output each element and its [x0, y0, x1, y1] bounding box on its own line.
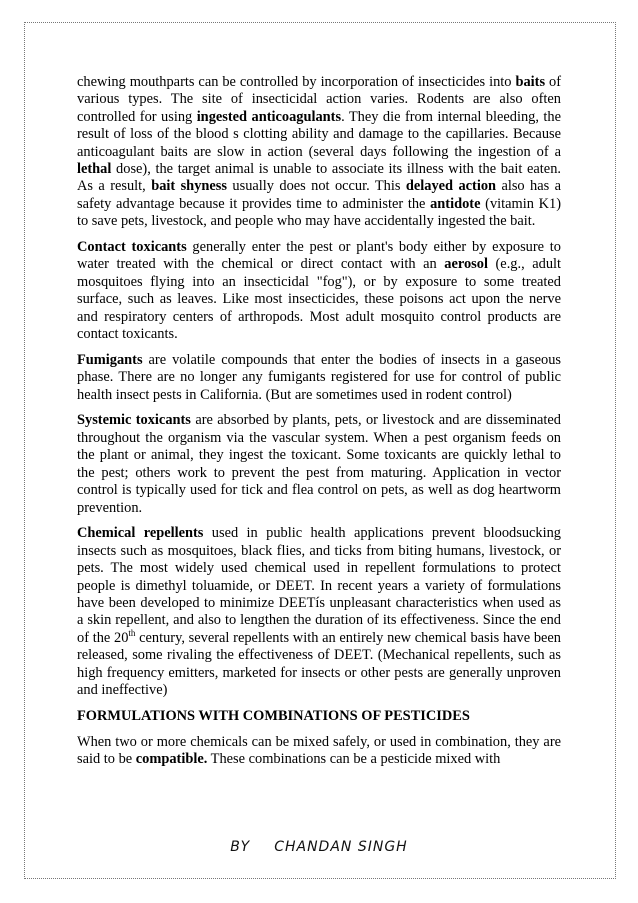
paragraph-baits — [77, 74, 561, 231]
text-run: These combinations can be a pesticide mixed with — [207, 751, 501, 768]
footer-author: CHANDAN SINGH — [274, 839, 408, 855]
text-run: of various types. The site of insecticidal action varies. Rodents are also often controlled for using — [77, 74, 561, 125]
bold-term: antidote — [430, 195, 481, 212]
bold-term: lethal — [77, 161, 112, 178]
text-run: used in public health applications prevent bloodsucking insects such as mosquitoes, black flies, and ticks from biting humans, livestock, or pets. The most widely used chemical used in repellent formulations to protect people is dimethyl toluamide, or DEET. In recent years a variety of formulations have been developed to minimize DEETís unpleasant characteristics when used as a skin repellent, and also to lengthen the duration of its effectiveness. Since the end of the 20 — [77, 525, 561, 646]
bold-term: delayed action — [405, 178, 497, 195]
text-run: When two or more chemicals can be mixed safely, or used in combination, they are said to be — [77, 733, 561, 768]
text-run: (vitamin K1) to save pets, livestock, and people who may have accidentally ingested the bait. — [77, 195, 561, 230]
text-run: are volatile compounds that enter the bodies of insects in a gaseous phase. There are no longer any fumigants registered for use for control of public health insect pests in California. (But are sometimes used in rodent control) — [77, 351, 561, 403]
paragraph-contact-toxicants — [77, 239, 561, 343]
text-run: (e.g., adult mosquitoes flying into an insecticidal "fog"), or by exposure to some treated surface, such as leaves. Like most insecticides, these poisons act upon the nerve and respiratory centers of arthropods. Most adult mosquito control products are contact toxicants. — [77, 256, 562, 343]
text-run: also has a safety advantage because it provides time to administer the — [77, 178, 562, 212]
text-run: usually does not occur. This — [226, 178, 406, 195]
text-run: chewing mouthparts can be controlled by incorporation of insecticides into — [77, 74, 516, 90]
paragraph-systemic-toxicants — [77, 412, 561, 516]
text-run: dose), the target animal is unable to associate its illness with the bait eaten. As a result, — [77, 161, 561, 195]
text-run: . They die from internal bleeding, the result of loss of the blood s clotting ability and damage to the capillaries. Because anticoagulant baits are slow in action (several days following the ingestion of a — [77, 108, 561, 160]
bold-term: Chemical repellents — [77, 525, 204, 542]
bold-term: baits — [515, 74, 546, 90]
bold-term: Contact toxicants — [77, 239, 187, 256]
bold-term: bait shyness — [151, 178, 227, 195]
text-run: century, several repellents with an entirely new chemical basis have been released, some rivaling the effectiveness of DEET. (Mechanical repellents, such as high frequency emitters, marketed for insects or other pests are generally unproven and ineffective) — [77, 629, 561, 698]
bold-term: ingested anticoagulants — [196, 108, 342, 125]
section-heading: FORMULATIONS WITH COMBINATIONS OF PESTICIDES — [77, 707, 470, 724]
footer-by: BY — [230, 839, 251, 855]
bold-term: aerosol — [444, 256, 488, 273]
text-run: generally enter the pest or plant's body either by exposure to water treated with the chemical or direct contact with an — [77, 239, 561, 273]
bold-term: Fumigants — [77, 351, 143, 368]
paragraph-fumigants — [77, 352, 561, 404]
bold-term: Systemic toxicants — [77, 412, 191, 429]
paragraph-chemical-repellents — [77, 525, 561, 699]
text-run: are absorbed by plants, pets, or livestock and are disseminated throughout the organism via the vascular system. When a pest organism feeds on the plant or animal, they ingest the toxicant. Some toxicants are quickly lethal to the pest; others work to prevent the pest from maturing. Application in vector control is typically used for tick and flea control on pets, as well as dog heartworm prevention. — [77, 412, 562, 516]
superscript: th — [128, 627, 136, 638]
document-body — [77, 74, 561, 777]
bold-term: compatible. — [135, 751, 208, 768]
paragraph-compatible — [77, 734, 561, 769]
page-footer — [0, 839, 638, 855]
